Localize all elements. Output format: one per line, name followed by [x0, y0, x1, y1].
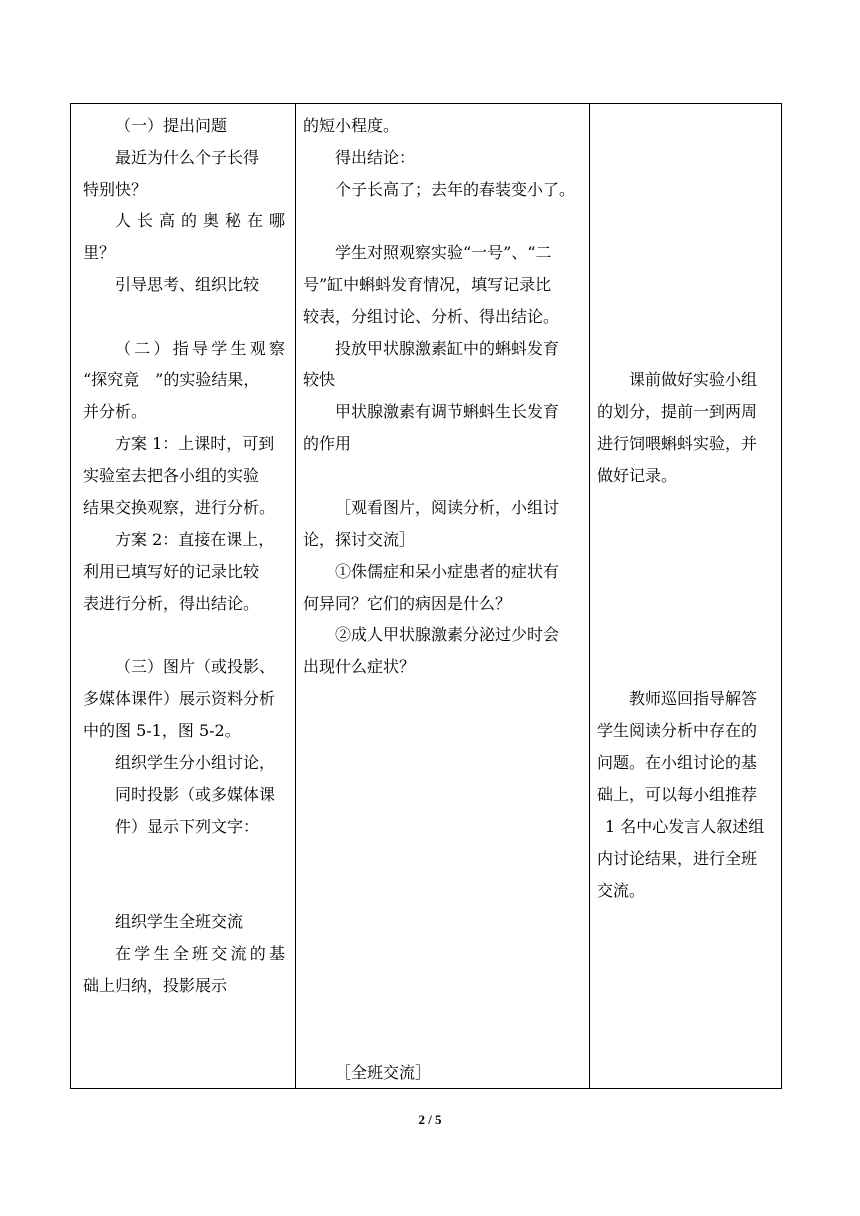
cell-text: 1 名中心发言人叙述组	[605, 817, 765, 836]
cell-text: 中的图 5-1，图 5-2。	[83, 721, 241, 740]
cell-text: 里？	[83, 243, 116, 262]
teacher-activity-column	[83, 104, 285, 1088]
column-divider	[589, 104, 590, 1088]
cell-text: 学生对照观察实验“一号”、“二	[335, 243, 552, 262]
cell-text: 出现什么症状？	[303, 657, 416, 676]
cell-text: （二）指导学生观察	[115, 339, 285, 358]
cell-text: 的划分，提前一到两周	[597, 402, 758, 421]
cell-text: 做好记录。	[597, 466, 678, 485]
cell-text: 多媒体课件）展示资料分析	[83, 689, 276, 708]
cell-text: 内讨论结果，进行全班	[597, 849, 758, 868]
cell-text: 何异同？它们的病因是什么？	[303, 594, 512, 613]
cell-text: （一）提出问题	[115, 116, 228, 135]
cell-text: 个子长高了；去年的春装变小了。	[335, 180, 576, 199]
cell-text: “探究竟 ”的实验结果，	[83, 370, 260, 389]
cell-text: 表进行分析，得出结论。	[83, 594, 260, 613]
cell-text: 特别快？	[83, 180, 148, 199]
cell-text: 课前做好实验小组	[629, 370, 758, 389]
cell-text: 方案 1：上课时，可到	[115, 434, 275, 453]
cell-text: 教师巡回指导解答	[629, 689, 758, 708]
cell-text: 较快	[303, 370, 336, 389]
cell-text: 的作用	[303, 434, 352, 453]
design-notes-column	[597, 104, 779, 1088]
cell-text: 方案 2：直接在课上，	[115, 530, 275, 549]
cell-text: 人长高的奥秘在哪	[115, 211, 285, 230]
page-number: 2 / 5	[418, 1112, 442, 1127]
cell-text: 较表，分组讨论、分析、得出结论。	[303, 307, 560, 326]
cell-text: 引导思考、组织比较	[115, 275, 260, 294]
cell-text: ［观看图片，阅读分析，小组讨	[335, 498, 560, 517]
cell-text: ①侏儒症和呆小症患者的症状有	[335, 562, 560, 581]
cell-text: 号”缸中蝌蚪发育情况，填写记录比	[303, 275, 552, 294]
cell-text: 交流。	[597, 881, 646, 900]
student-activity-column	[303, 104, 583, 1088]
cell-text: 在学生全班交流的基	[115, 944, 285, 963]
cell-text: 论，探讨交流］	[303, 530, 416, 549]
cell-text: 础上，可以每小组推荐	[597, 785, 758, 804]
cell-text: 结果交换观察，进行分析。	[83, 498, 276, 517]
cell-text: 同时投影（或多媒体课	[115, 785, 276, 804]
cell-text: 最近为什么个子长得	[115, 148, 260, 167]
cell-text: 实验室去把各小组的实验	[83, 466, 260, 485]
cell-text: 础上归纳，投影展示	[83, 976, 228, 995]
cell-text: 甲状腺激素有调节蝌蚪生长发育	[335, 402, 560, 421]
column-divider	[295, 104, 296, 1088]
cell-text: 学生阅读分析中存在的	[597, 721, 758, 740]
cell-text: 的短小程度。	[303, 116, 400, 135]
cell-text: 并分析。	[83, 402, 148, 421]
cell-text: 得出结论：	[335, 148, 416, 167]
cell-text: 问题。在小组讨论的基	[597, 753, 758, 772]
cell-text: 组织学生分小组讨论，	[115, 753, 276, 772]
lesson-table	[70, 103, 782, 1089]
cell-text: 件）显示下列文字：	[115, 817, 260, 836]
cell-text: ②成人甲状腺激素分泌过少时会	[335, 625, 560, 644]
cell-text: 利用已填写好的记录比较	[83, 562, 260, 581]
cell-text: 进行饲喂蝌蚪实验，并	[597, 434, 758, 453]
cell-text: 投放甲状腺激素缸中的蝌蚪发育	[335, 339, 560, 358]
cell-text: ［全班交流］	[335, 1063, 432, 1082]
cell-text: （三）图片（或投影、	[115, 657, 276, 676]
cell-text: 组织学生全班交流	[115, 912, 244, 931]
